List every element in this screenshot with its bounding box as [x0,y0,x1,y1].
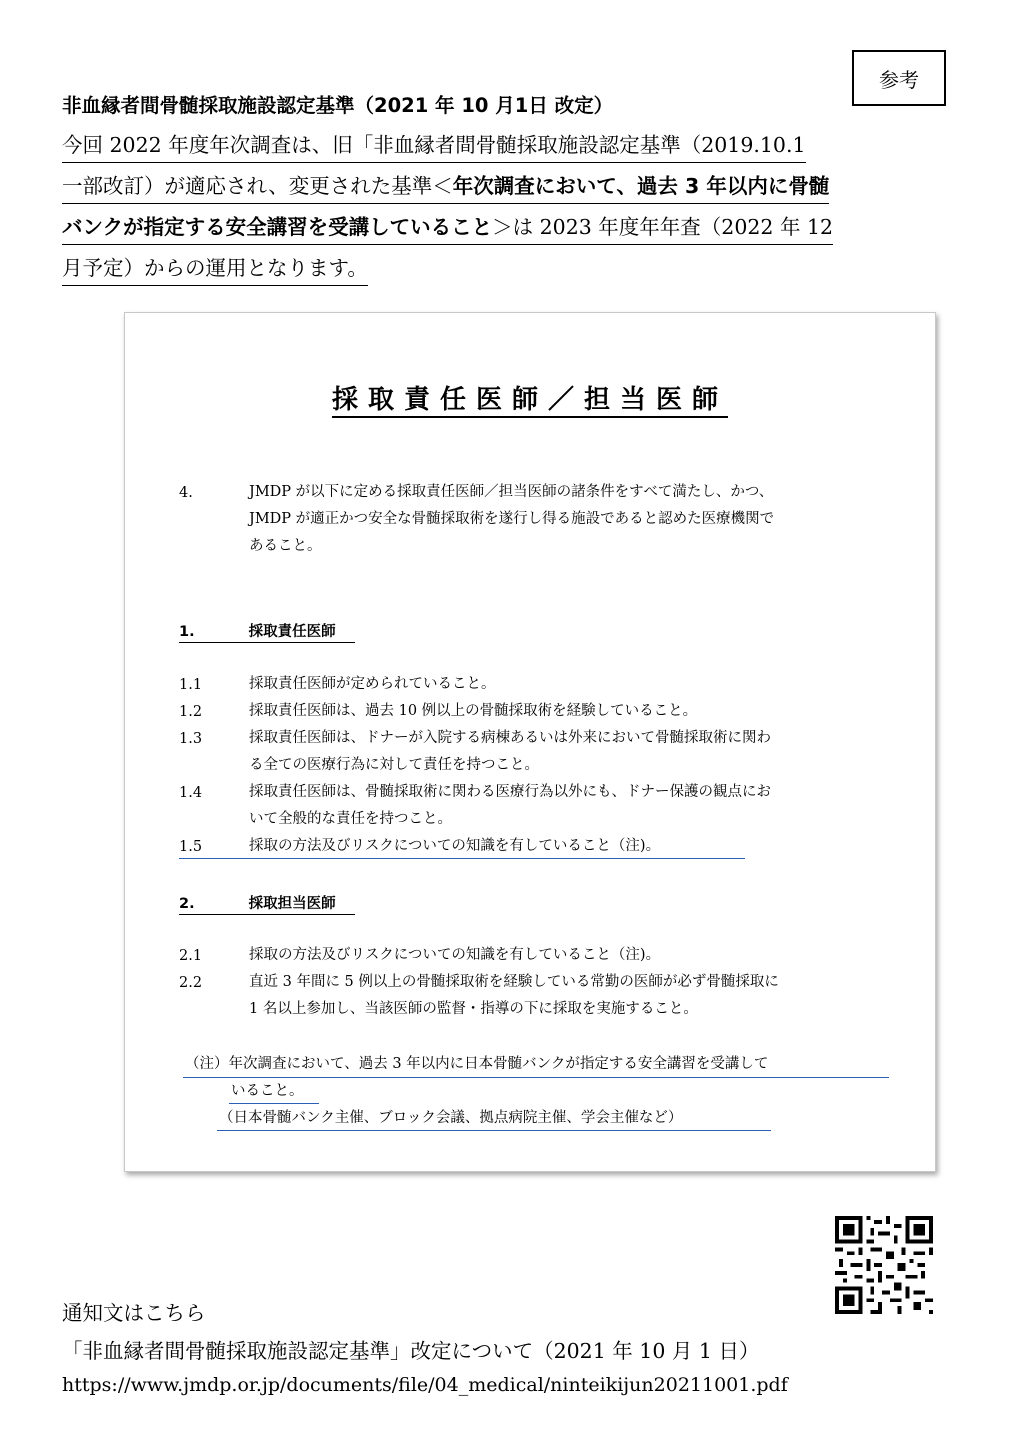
item-4-line: JMDP が適正かつ安全な骨髄採取術を遂行し得る施設であると認めた医療機関で [249,511,775,527]
criteria-excerpt-panel [124,312,936,1172]
intro-line-2-bold: 年次調査において、過去 3 年以内に骨髄 [452,174,830,198]
item-text: 採取責任医師が定められていること。 [249,676,496,692]
item-4-text [249,479,774,560]
reference-label: 参考 [879,67,919,92]
intro-line-1 [62,128,806,163]
intro-line-2-text: 一部改訂）が適応され、変更された基準＜ [62,174,453,198]
blue-underline [179,858,745,859]
document-heading: 非血縁者間骨髄採取施設認定基準（2021 年 10 月1日 改定） [62,94,614,117]
notice-document-title: 「非血縁者間骨髄採取施設認定基準」改定について（2021 年 10 月 1 日） [62,1339,760,1363]
item-number: 1.3 [179,731,203,747]
item-text: 採取の方法及びリスクについての知識を有していること（注)。 [249,947,661,963]
intro-paragraph [62,126,912,290]
item-text: 採取の方法及びリスクについての知識を有していること（注)。 [249,838,661,854]
intro-line-1-text: 今回 2022 年度年次調査は、旧「非血縁者間骨髄採取施設認定基準（2019.10.1 [62,133,806,157]
item-number: 1.1 [179,677,203,693]
item-number: 1.5 [179,839,203,855]
item-number: 1.2 [179,704,203,720]
intro-line-4-text: 月予定）からの運用となります。 [62,256,368,280]
intro-line-2 [62,169,829,204]
section-2-heading: 2. 採取担当医師 [179,892,355,915]
blue-underline [217,1130,771,1131]
intro-line-4 [62,251,368,286]
item-text: 採取責任医師は、骨髄採取術に関わる医療行為以外にも、ドナー保護の観点にお いて全般的な責任を持つこと。 [249,784,771,827]
item-4-line: あること。 [249,538,322,554]
panel-title: 採取責任医師／担当医師 [125,379,935,416]
section-1-heading: 1. 採取責任医師 [179,620,355,643]
item-4-line: JMDP が以下に定める採取責任医師／担当医師の諸条件をすべて満たし、かつ、 [249,484,774,500]
intro-line-3-text: ＞は 2023 年度年年査（2022 年 12 [492,215,834,239]
item-text: 直近 3 年間に 5 例以上の骨髄採取術を経験している常勤の医師が必ず骨髄採取に 1 名以上参加し、当該医師の監督・指導の下に採取を実施すること。 [249,974,779,1017]
intro-line-3-bold: バンクが指定する安全講習を受講していること [62,215,493,239]
item-number: 2.2 [179,975,203,991]
note-line-2: いること。 [231,1083,304,1099]
qr-code-icon[interactable] [835,1216,933,1314]
item-text: 採取責任医師は、過去 10 例以上の骨髄採取術を経験していること。 [249,703,698,719]
item-number: 2.1 [179,948,203,964]
intro-line-3 [62,210,833,245]
blue-underline [229,1103,319,1104]
reference-label-box [852,50,946,106]
note-line-3: （日本骨髄バンク主催、ブロック会議、拠点病院主催、学会主催など） [219,1110,683,1126]
item-4-number: 4. [179,485,193,501]
item-text: 採取責任医師は、ドナーが入院する病棟あるいは外来において骨髄採取術に関わ る全ての医療行為に対して責任を持つこと。 [249,730,771,773]
notice-label: 通知文はこちら [62,1301,206,1325]
item-number: 1.4 [179,785,203,801]
note-line-1: （注）年次調査において、過去 3 年以内に日本骨髄バンクが指定する安全講習を受講して [185,1056,769,1072]
notice-url-link[interactable]: https://www.jmdp.or.jp/documents/file/04_medical/ninteikijun20211001.pdf [62,1374,788,1396]
